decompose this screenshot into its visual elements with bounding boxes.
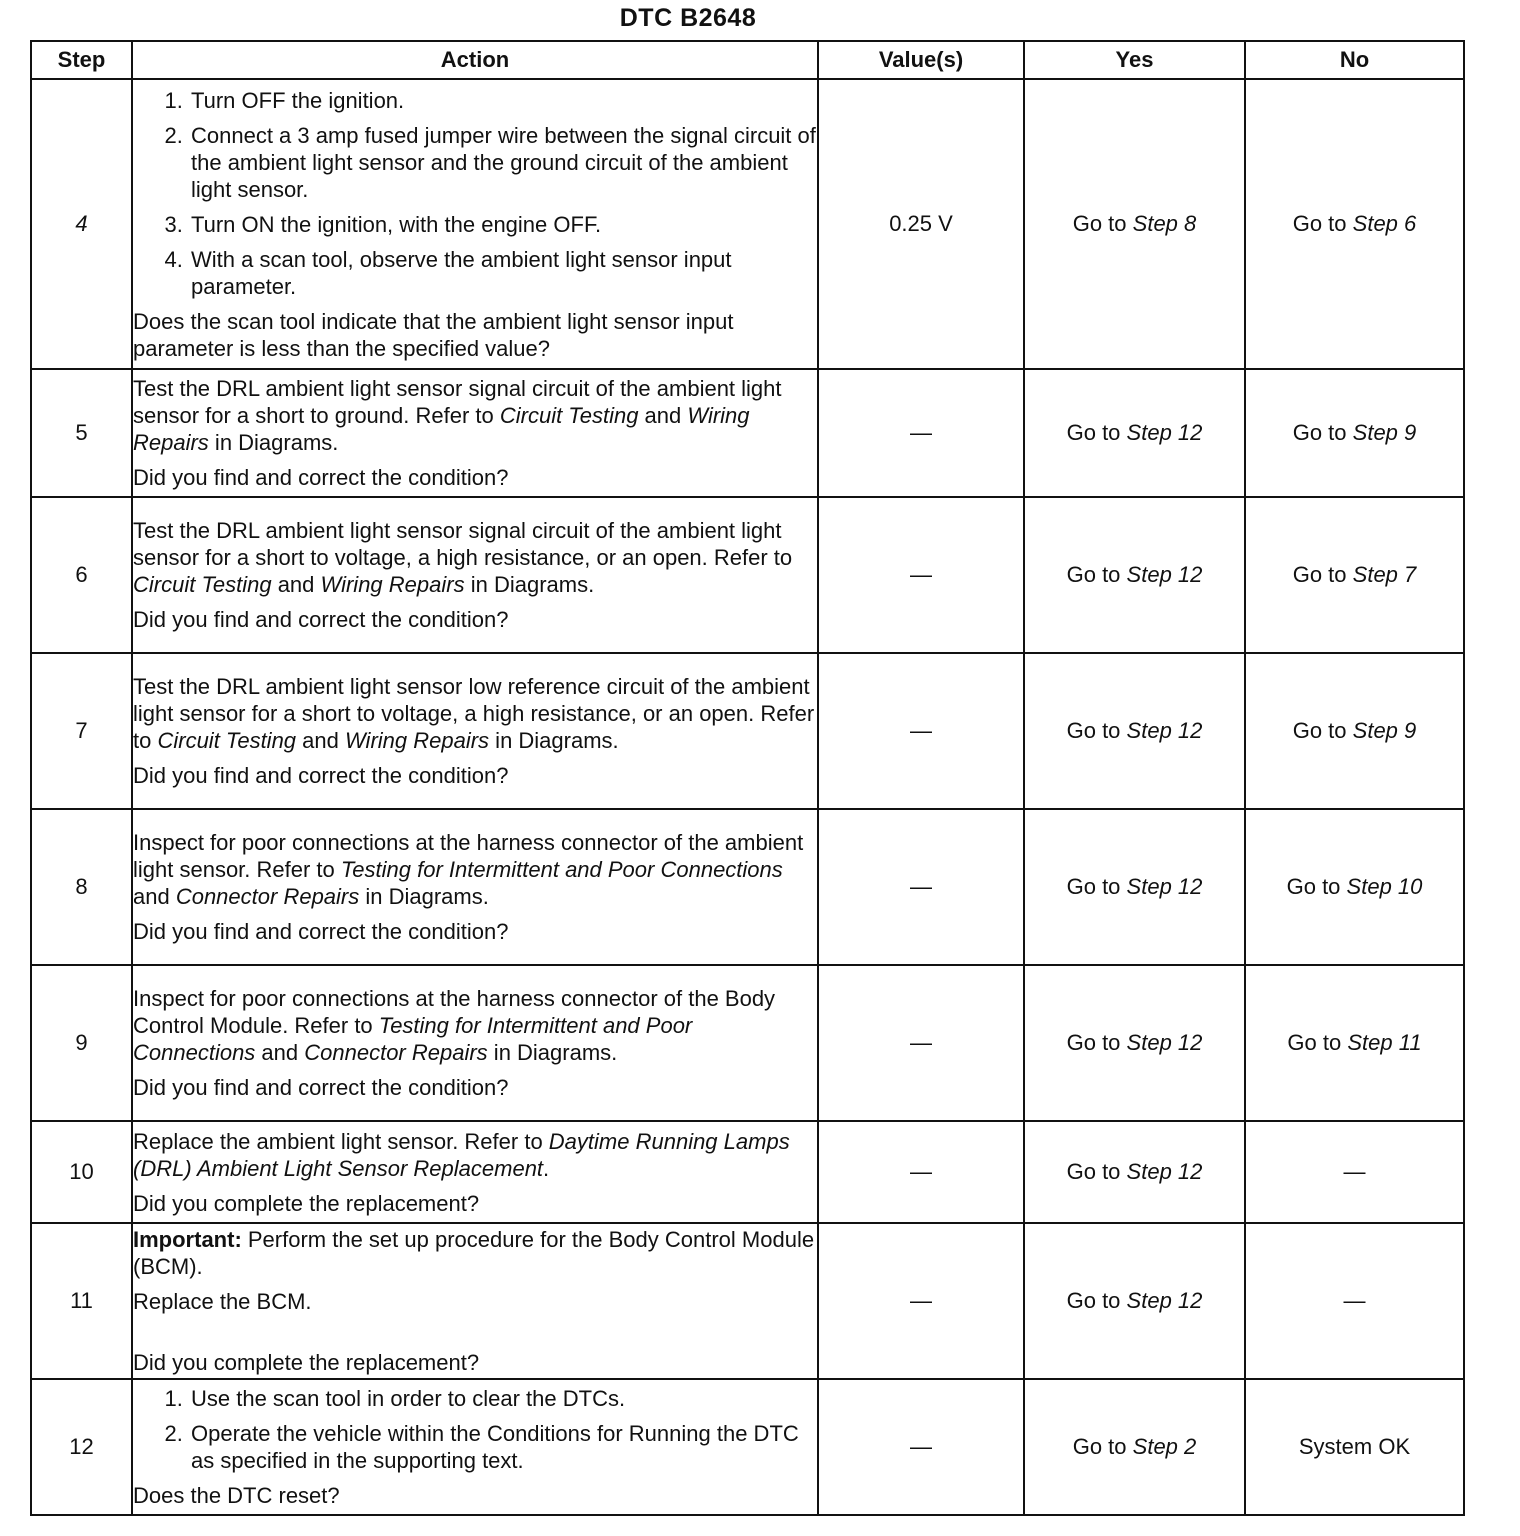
value-cell: — — [818, 1223, 1024, 1379]
action-cell — [132, 809, 818, 965]
question-text: Does the DTC reset? — [133, 1483, 340, 1508]
value-cell: — — [818, 653, 1024, 809]
step-number: 12 — [31, 1379, 132, 1515]
no-cell: — — [1245, 1223, 1464, 1379]
question-text: Did you find and correct the condition? — [133, 763, 509, 788]
action-cell — [132, 497, 818, 653]
step-number: 8 — [31, 809, 132, 965]
no-cell: Go to Step 6 — [1245, 79, 1464, 369]
question-text: Did you complete the replacement? — [133, 1350, 480, 1375]
procedure-list — [133, 87, 817, 300]
action-cell — [132, 1379, 818, 1515]
no-cell: Go to Step 9 — [1245, 653, 1464, 809]
list-item: 2. Connect a 3 amp fused jumper wire between the signal circuit of the ambient light sensor and the ground circuit of the ambient light sensor. — [189, 122, 817, 203]
question-text: Did you find and correct the condition? — [133, 919, 509, 944]
action-text: Test the DRL ambient light sensor low reference circuit of the ambient light sensor for a short to voltage, a high resistance, or an open. Refer to Circuit Testing and Wiring Repairs in Diagrams. — [133, 674, 815, 753]
action-text: Replace the BCM. — [133, 1289, 312, 1314]
table-row — [31, 1379, 1464, 1515]
step-number: 7 — [31, 653, 132, 809]
action-cell — [132, 653, 818, 809]
yes-cell: Go to Step 8 — [1024, 79, 1245, 369]
action-text: Inspect for poor connections at the harness connector of the ambient light sensor. Refer to Testing for Intermittent and Poor Connections and Connector Repairs in Diagrams. — [133, 830, 804, 909]
step-number: 9 — [31, 965, 132, 1121]
yes-cell: Go to Step 12 — [1024, 369, 1245, 497]
action-cell — [132, 1223, 818, 1379]
yes-cell: Go to Step 12 — [1024, 653, 1245, 809]
value-cell: — — [818, 1121, 1024, 1223]
table-row — [31, 79, 1464, 369]
table-row — [31, 653, 1464, 809]
step-number: 10 — [31, 1121, 132, 1223]
value-cell: — — [818, 1379, 1024, 1515]
header-row — [31, 41, 1464, 79]
dtc-table — [30, 40, 1465, 1516]
important-note: Important: Perform the set up procedure for the Body Control Module (BCM). — [133, 1227, 815, 1279]
value-cell: — — [818, 497, 1024, 653]
question-text: Did you find and correct the condition? — [133, 465, 509, 490]
question-text: Did you complete the replacement? — [133, 1190, 480, 1216]
action-cell — [132, 965, 818, 1121]
list-item: 2. Operate the vehicle within the Conditions for Running the DTC as specified in the supporting text. — [189, 1420, 817, 1474]
step-number: 5 — [31, 369, 132, 497]
header-no: No — [1245, 41, 1464, 79]
yes-cell: Go to Step 12 — [1024, 1121, 1245, 1223]
header-action: Action — [132, 41, 818, 79]
list-item: 1. Turn OFF the ignition. — [189, 87, 817, 114]
value-cell: — — [818, 809, 1024, 965]
header-values: Value(s) — [818, 41, 1024, 79]
action-text: Inspect for poor connections at the harness connector of the Body Control Module. Refer to Testing for Intermittent and Poor Connections and Connector Repairs in Diagrams. — [133, 986, 776, 1065]
table-row — [31, 1121, 1464, 1223]
yes-cell: Go to Step 12 — [1024, 809, 1245, 965]
no-cell: Go to Step 7 — [1245, 497, 1464, 653]
action-cell — [132, 1121, 818, 1223]
table-row — [31, 809, 1464, 965]
no-cell: Go to Step 11 — [1245, 965, 1464, 1121]
question-text: Did you find and correct the condition? — [133, 607, 509, 632]
action-cell — [132, 79, 818, 369]
step-number: 4 — [31, 79, 132, 369]
step-number: 6 — [31, 497, 132, 653]
table-row — [31, 965, 1464, 1121]
table-row — [31, 369, 1464, 497]
header-step: Step — [31, 41, 132, 79]
step-number: 11 — [31, 1223, 132, 1379]
value-cell: — — [818, 369, 1024, 497]
yes-cell: Go to Step 12 — [1024, 965, 1245, 1121]
no-cell: Go to Step 9 — [1245, 369, 1464, 497]
action-text: Test the DRL ambient light sensor signal circuit of the ambient light sensor for a short to ground. Refer to Circuit Testing and Wiring Repairs in Diagrams. — [133, 376, 782, 455]
no-cell: — — [1245, 1121, 1464, 1223]
action-text: Replace the ambient light sensor. Refer to Daytime Running Lamps (DRL) Ambient Light Sensor Replacement. — [133, 1128, 790, 1181]
procedure-list — [133, 1385, 817, 1474]
value-cell: — — [818, 965, 1024, 1121]
header-yes: Yes — [1024, 41, 1245, 79]
action-text: Test the DRL ambient light sensor signal circuit of the ambient light sensor for a short to voltage, a high resistance, or an open. Refer to Circuit Testing and Wiring Repairs in Diagrams. — [133, 518, 793, 597]
no-cell: System OK — [1245, 1379, 1464, 1515]
table-row — [31, 1223, 1464, 1379]
question-text: Did you find and correct the condition? — [133, 1075, 509, 1100]
list-item: 3. Turn ON the ignition, with the engine OFF. — [189, 211, 817, 238]
yes-cell: Go to Step 12 — [1024, 497, 1245, 653]
yes-cell: Go to Step 2 — [1024, 1379, 1245, 1515]
no-cell: Go to Step 10 — [1245, 809, 1464, 965]
question-text: Does the scan tool indicate that the ambient light sensor input parameter is less than the specified value? — [133, 308, 734, 361]
list-item: 4. With a scan tool, observe the ambient light sensor input parameter. — [189, 246, 817, 300]
page-title: DTC B2648 — [619, 4, 757, 32]
action-cell — [132, 369, 818, 497]
list-item: 1. Use the scan tool in order to clear the DTCs. — [189, 1385, 817, 1412]
yes-cell: Go to Step 12 — [1024, 1223, 1245, 1379]
table-row — [31, 497, 1464, 653]
value-cell: 0.25 V — [818, 79, 1024, 369]
